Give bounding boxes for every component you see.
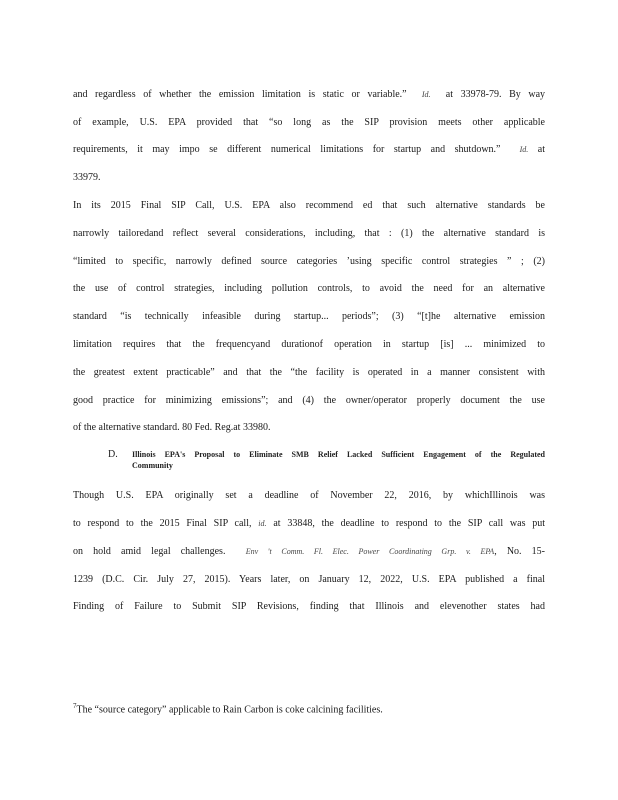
citation: Id. bbox=[519, 145, 529, 154]
body-line: In its 2015 Final SIP Call, U.S. EPA also recommend ed that such alternative standards be bbox=[73, 200, 545, 211]
section-heading-text: Illinois EPA's Proposal to Eliminate SMB Relief Lacked Sufficient Engagement of the Regulated Community bbox=[132, 450, 545, 470]
body-line: on hold amid legal challenges. Env 't Comm. Fl. Elec. Power Coordinating Grp. v. EPA, No. 15- bbox=[73, 546, 546, 557]
body-line: standard “is technically infeasible during startup... periods”; (3) “[t]he alternative emission bbox=[73, 311, 545, 322]
footnote-text: The “source category” applicable to Rain Carbon is coke calcining facilities. bbox=[76, 704, 383, 716]
body-line: Though U.S. EPA originally set a deadline of November 22, 2016, by whichIllinois was bbox=[73, 490, 545, 501]
body-line: the greatest extent practicable” and that the “the facility is operated in a manner consistent with bbox=[73, 367, 545, 378]
body-line: 1239 (D.C. Cir. July 27, 2015). Years later, on January 12, 2022, U.S. EPA published a final bbox=[73, 574, 545, 585]
footnote-mark: 7 bbox=[73, 702, 77, 710]
body-line: “limited to specific, narrowly defined source categories ’using specific control strategies ” ; (2) bbox=[73, 256, 545, 267]
body-line: of the alternative standard. 80 Fed. Reg.at 33980. bbox=[73, 422, 271, 433]
body-line: requirements, it may impo se different numerical limitations for startup and shutdown.” Id. at bbox=[73, 144, 546, 155]
case-citation: Env 't Comm. Fl. Elec. Power Coordinating Grp. v. EPA bbox=[245, 547, 495, 556]
body-line: the use of control strategies, including pollution controls, to avoid the need for an alternative bbox=[73, 283, 545, 294]
body-line: and regardless of whether the emission limitation is static or variable.” Id. at 33978-79. By way bbox=[73, 89, 546, 100]
body-line: limitation requires that the frequencyand durationof operation in startup [is] ... minimized to bbox=[73, 339, 545, 350]
section-heading bbox=[108, 449, 545, 473]
body-line: 33979. bbox=[73, 172, 101, 183]
body-line: Finding of Failure to Submit SIP Revisions, finding that Illinois and elevenother states had bbox=[73, 601, 545, 612]
footnote bbox=[73, 700, 383, 716]
body-line: narrowly tailoredand reflect several considerations, including, that : (1) the alternative standard is bbox=[73, 228, 545, 239]
section-letter: D. bbox=[108, 449, 118, 460]
body-line: good practice for minimizing emissions”; and (4) the owner/operator properly document the use bbox=[73, 395, 545, 406]
citation: id. bbox=[258, 519, 267, 528]
body-line: of example, U.S. EPA provided that “so long as the SIP provision meets other applicable bbox=[73, 117, 545, 128]
citation: Id. bbox=[421, 90, 431, 99]
body-line: to respond to the 2015 Final SIP call, id. at 33848, the deadline to respond to the SIP call was put bbox=[73, 518, 546, 529]
